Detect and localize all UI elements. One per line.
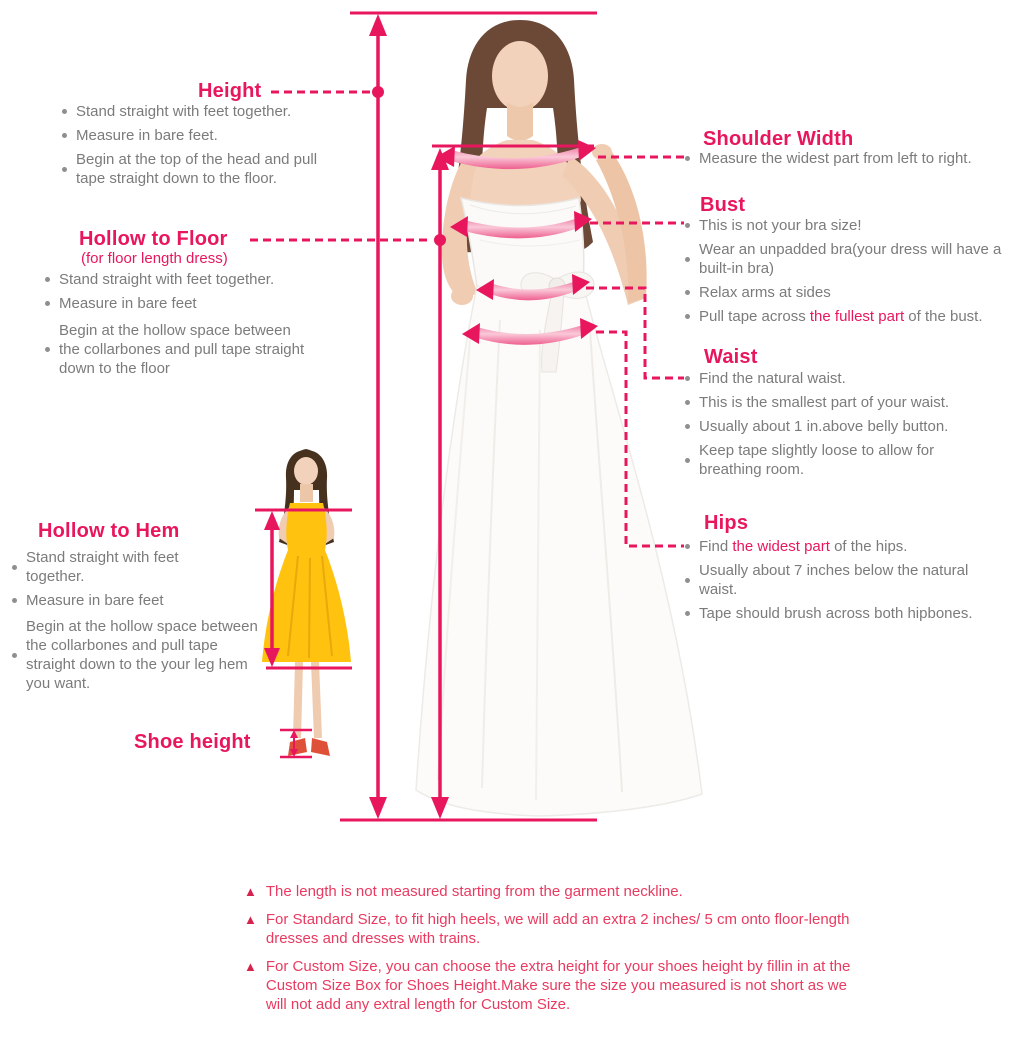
bullet-dot-icon [45,301,50,306]
warning-triangle-icon: ▲ [244,912,257,927]
bullet-text: Usually about 1 in.above belly button. [699,418,949,435]
bullet-text-segment: Find [699,538,733,555]
bullet-text-segment: Pull tape across [699,308,810,325]
height-anchor-dot [372,86,384,98]
bullet-text: Stand straight with feet together. [59,271,275,288]
bullet-dot-icon [685,257,690,262]
list-item [45,321,325,378]
hollow-to-hem-title: Hollow to Hem [38,520,180,542]
bullet-dot-icon [685,424,690,429]
list-item [685,369,1010,388]
list-item [685,307,1010,326]
bullet-text: Begin at the top of the head and pull tape straight down to the floor. [76,151,318,187]
list-item [685,604,1010,623]
list-item [12,591,268,610]
warning-item [244,957,869,1014]
list-item [12,548,268,586]
list-item [62,102,347,121]
bullet-dot-icon [685,611,690,616]
bullet-text: Measure in bare feet. [76,127,218,144]
bullet-text: Begin at the hollow space between the collarbones and pull tape straight down to the floor [59,322,305,377]
shoe-height-title: Shoe height [134,731,251,753]
warning-triangle-icon: ▲ [244,959,257,974]
list-item [685,216,1010,235]
hollow-to-floor-title: Hollow to Floor [79,228,228,250]
bust-title: Bust [700,194,746,216]
list-item [685,149,1010,168]
bullet-text-segment: of the bust. [904,308,983,325]
warning-text: For Custom Size, you can choose the extra height for your shoes height by fillin in at the Custom Size Box for Shoes Height.Make sure the size you measured is not short as we will not add any extral length for Custom Size. [265,958,851,1013]
bullet-text: This is not your bra size! [699,217,862,234]
bullet-text-segment: of the hips. [829,538,908,555]
list-item [685,417,1010,436]
bullet-dot-icon [685,400,690,405]
bullet-text: Measure in bare feet [59,295,197,312]
bullet-text: Stand straight with feet together. [76,103,292,120]
bullet-highlight: the fullest part [809,308,905,325]
height-title: Height [198,80,262,102]
list-item [685,283,1010,302]
bullet-dot-icon [45,277,50,282]
list-item [45,294,325,313]
bullet-text [699,537,907,556]
bullet-text: Measure the widest part from left to right. [699,150,972,167]
bullet-text: Keep tape slightly loose to allow for breathing room. [699,442,935,478]
bullet-text: Usually about 7 inches below the natural waist. [699,562,969,598]
hollow-to-floor-subtitle: (for floor length dress) [81,250,228,267]
list-item [685,561,1010,599]
warning-text: The length is not measured starting from the garment neckline. [265,883,683,900]
bullet-text: Relax arms at sides [699,284,831,301]
bullet-dot-icon [45,347,50,352]
waist-bullets [685,369,1010,479]
height-bullets [62,102,347,188]
bullet-dot-icon [12,565,17,570]
bullet-dot-icon [685,223,690,228]
waist-title: Waist [704,346,758,368]
bullet-dot-icon [685,314,690,319]
list-item [685,537,1010,556]
hips-bullets [685,537,1010,623]
bullet-text: Wear an unpadded bra(your dress will have a built-in bra) [699,241,1002,277]
bullet-dot-icon [685,458,690,463]
bullet-dot-icon [12,598,17,603]
warnings-list [244,882,869,1014]
hollow-to-floor-anchor-dot [434,234,446,246]
list-item [12,617,268,693]
hollow-to-hem-bullets [12,548,268,693]
main-model-illustration [416,20,702,816]
bullet-dot-icon [62,167,67,172]
bullet-text: Find the natural waist. [699,370,846,387]
bust-bullets [685,216,1010,326]
list-item [685,393,1010,412]
warning-item [244,910,869,948]
bullet-dot-icon [685,290,690,295]
small-model-illustration [262,449,351,756]
bullet-text: This is the smallest part of your waist. [699,394,950,411]
bullet-text [699,307,983,326]
hips-title: Hips [704,512,749,534]
list-item [62,126,347,145]
bullet-text: Tape should brush across both hipbones. [699,605,973,622]
bullet-dot-icon [62,133,67,138]
list-item [685,441,1010,479]
list-item [62,150,347,188]
bullet-highlight: the widest part [732,538,830,555]
bullet-text: Measure in bare feet [26,592,164,609]
hollow-to-floor-bullets [45,270,325,378]
shoulder-width-title: Shoulder Width [703,128,854,150]
list-item [45,270,325,289]
bullet-dot-icon [62,109,67,114]
bullet-dot-icon [12,653,17,658]
bullet-dot-icon [685,544,690,549]
bullet-dot-icon [685,156,690,161]
bullet-dot-icon [685,376,690,381]
bullet-text: Stand straight with feet together. [26,549,179,585]
list-item [685,240,1010,278]
bullet-text: Begin at the hollow space between the collarbones and pull tape straight down to the your leg hem you want. [26,618,258,692]
warning-triangle-icon: ▲ [244,884,257,899]
shoulder-width-bullets [685,149,1010,168]
height-measure-arrow [369,14,387,819]
warning-text: For Standard Size, to fit high heels, we will add an extra 2 inches/ 5 cm onto floor-length dresses and dresses with trains. [265,911,850,947]
warning-item [244,882,869,901]
bullet-dot-icon [685,578,690,583]
